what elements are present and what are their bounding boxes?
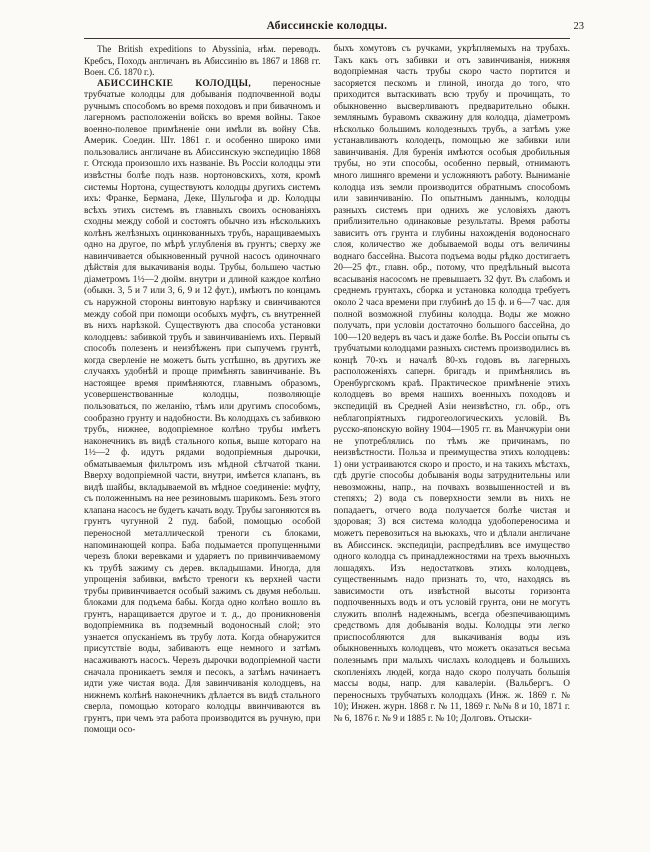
column-left [84,44,321,844]
running-head [84,20,584,36]
bibliography-continuation: The British expeditions to Abyssinia, нѣм. переводъ. Кребсъ, Походъ англичанъ въ Абиссинію въ 1867 и 1868 гг. Воен. Сб. 1870 г.). [84,44,321,78]
article-body-left: переносные трубчатые колодцы для добыванія подпочвенной воды ручнымъ способомъ во время походовъ и при бивачномъ и лагерномъ расположеніи войскъ во время войны. Такое военно-полевое примѣненіе они имѣли въ войну Сѣв. Америк. Соедин. Шт. 1861 г. и особенно широко ими пользовались англичане въ Абиссинскую экспедицію 1868 г. Отсюда произошло ихъ названіе. Въ Россіи колодцы эти извѣстны болѣе подъ назв. нортоновскихъ, хотя, кромѣ системы Нортона, существуютъ колодцы другихъ системъ ихъ: Франке, Бермана, Деке, Шульгофа и др. Колодцы всѣхъ этихъ системъ въ главныхъ своихъ основаніяхъ сходны между собой и состоятъ обычно изъ нѣсколькихъ колѣнъ желѣзныхъ оцинкованныхъ трубъ, наращиваемыхъ одно на другое, по мѣрѣ углубленія въ грунтъ; сверху же навинчивается обыкновенный ручной насосъ одиночнаго дѣйствія для выкачиванія воды. Трубы, большею частью діаметромъ 1½—2 дюйм. внутри и длиной каждое колѣно (обыкн. 3, 5 и 7 или 3, 6, 9 и 12 фут.), имѣютъ по концамъ съ наружной стороны винтовую нарѣзку и свинчиваются между собой при помощи особыхъ муфтъ, съ внутренней въ нихъ нарѣзкой. Существуютъ два способа установки колодцевъ: забивкой трубъ и завинчиваніемъ ихъ. Первый способъ полезенъ и неизбѣженъ при сыпучемъ грунтѣ, когда сверленіе не можетъ быть успѣшно, въ другихъ же случаяхъ удобнѣй и проще примѣнять завинчиваніе. Въ настоящее время примѣняются, главнымъ образомъ, усовершенствованные колодцы, позволяющіе пользоваться, по желанію, тѣмъ или другимъ способомъ, сообразно грунту и надобности. Въ колодцахъ съ забивкою трубъ, нижнее, водопріемное колѣно трубы имѣетъ наконечникъ въ видѣ стального копья, выше котораго на 1½—2 ф. идутъ рядами водопріемныя дырочки, обматываемыя фильтромъ изъ мѣдной сѣтчатой ткани. Вверху водопріемной части, внутри, имѣется клапанъ, въ видѣ шайбы, вкладываемой въ мѣдное соединеніе: муфту, съ положеннымъ на нее резиновымъ шарикомъ. Безъ этого клапана насосъ не будетъ качать воду. Трубы загоняются въ грунтъ чугунной 2 пуд. бабой, помощью особой переносной металлической треноги съ блоками, напоминающей копра. Баба подымается пропущенными черезъ блоки веревками и ударяетъ по привинчиваемому къ трубѣ зажиму съ дерев. вкладышами. Иногда, для упрощенія забивки, вмѣсто треноги къ верхней части трубы привинчивается особый зажимъ съ двумя небольш. блоками для подъема бабы. Когда одно колѣно вошло въ грунтъ, наращивается другое и т. д., до проникновенія водопріемника въ подземный водоносный слой; это узнается опусканіемъ въ трубу лота. Когда обнаружится присутствіе воды, забиваютъ еще немного и затѣмъ насаживаютъ насосъ. Черезъ дырочки водопріемной части сначала проникаетъ земля и песокъ, а затѣмъ начинаетъ идти уже чистая вода. Для завинчиванія колодцевъ, на нижнемъ колѣнѣ наконечникъ дѣлается въ видѣ стального сверла, помощью котораго колодцы ввинчиваются въ грунтъ, при чемъ эта работа производится въ ручную, при помощи осо- [84,78,321,736]
article-title: АБИССИНСКІЕ КОЛОДЦЫ, [97,78,252,89]
running-title: Абиссинскіе колодцы. [266,20,388,32]
article-paragraph [84,79,321,737]
column-right [334,44,571,844]
header-rule [84,38,570,39]
page-number: 23 [573,21,584,32]
text-columns [84,44,570,844]
article-body-right: быхъ хомутовъ съ ручками, укрѣпляемыхъ на трубахъ. Такъ какъ отъ забивки и отъ завинчиванія, нижняя водопріемная часть трубы скоро часто портится и засоряется пескомъ и глиной, иногда до того, что приходится вытаскивать всю трубу и прочищать, то обыкновенно высверливаютъ предварительно обыкн. землянымъ буравомъ скважину для колодца, діаметромъ нѣсколько большимъ колодезныхъ трубъ, а затѣмъ уже устанавливаютъ колодецъ, помощью же забивки или завинчиванія. Для буренія имѣются особыя дробильныя трубы, но эти способы, особенно первый, отнимаютъ много лишняго времени и усложняютъ работу. Выниманіе колодца изъ земли производится обратнымъ способомъ или завинчиванію. По опытнымъ даннымъ, колодцы разныхъ системъ при однихъ же условіяхъ даютъ приблизительно одинаковые результаты. Время работы зависитъ отъ грунта и глубины нахожденія водоноснаго слоя, количество же добываемой воды отъ величины воднаго бассейна. Высота подъема воды рѣдко достигаетъ 20—25 фт., главн. обр., потому, что предѣльный высота всасыванія насосомъ не превышаетъ 32 фут. Въ слабомъ и среднемъ грунтахъ, сборка и установка колодца требуетъ около 2 часа времени при глубинѣ до 15 ф. и 6—7 час. для полной возможной глубины колодца. Воды же можно получать, при условіи достаточно большого бассейна, до 100—120 ведеръ въ часъ и даже болѣе. Въ Россіи опыты съ трубчатыми колодцами разныхъ системъ производились въ концѣ 70-хъ и началѣ 80-хъ годовъ въ лагерныхъ расположеніяхъ саперн. бригадъ и примѣнялись въ Оренбургскомъ краѣ. Практическое примѣненіе этихъ колодцевъ во время нашихъ военныхъ походовъ и экспедицій въ Средней Азіи неизвѣстно, гл. обр., отъ неблагопріятныхъ гидрогеологическихъ условій. Въ русско-японскую войну 1904—1905 гг. въ Манчжуріи они не употреблялись по тѣмъ же причинамъ, по неизвѣстности. Польза и преимущества этихъ колодцевъ: 1) они устраиваются скоро и просто, и на такихъ мѣстахъ, гдѣ другіе способы добыванія воды затруднительны или невозможны, напр., на почвахъ возвышенностей и въ степяхъ; 2) вода съ поверхности земли въ нихъ не попадаетъ, отчего вода получается болѣе чистая и здоровая; 3) вся система колодца удобопереносима и можетъ перевозиться на вьюкахъ, что и дѣлали англичане въ Абиссинск. экспедиціи, распредѣливъ все имущество одного колодца съ принадлежностями на трехъ вьючныхъ лошадяхъ. Изъ недостатковъ этихъ колодцевъ, существеннымъ надо признать то, что, находясь въ зависимости отъ извѣстной высоты горизонта подпочвенныхъ водъ и отъ условій грунта, они не могутъ служить вполнѣ надежнымъ, всегда обезпечивающимъ средствомъ для добыванія воды. Колодцы эти легко приспособляются для выкачиванія воды изъ обыкновенныхъ колодцевъ, что можетъ оказаться весьма полезнымъ при малыхъ числахъ колодцевъ и большихъ скопленіяхъ людей, когда надо скоро получать большія массы воды, напр. для кавалеріи. (Вальбергъ. О переносныхъ трубчатыхъ колодцахъ (Инж. ж. 1869 г. № 10); Инжен. журн. 1868 г. № 11, 1869 г. №№ 8 и 10, 1871 г. № 6, 1876 г. № 9 и 1885 г. № 10; Долговъ. Отыски- [333,44,570,724]
